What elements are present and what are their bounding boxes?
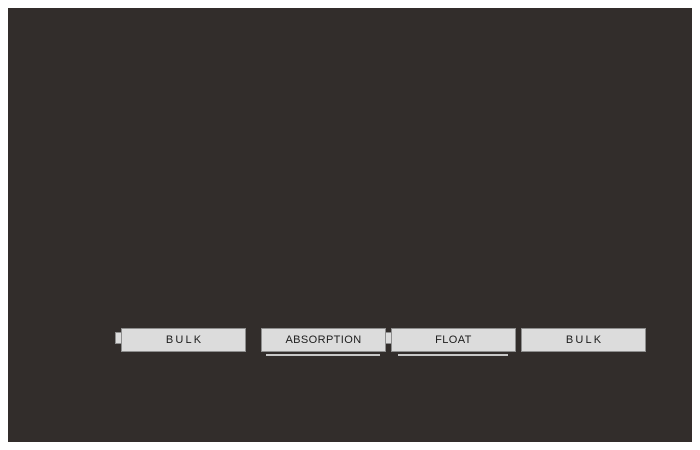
dark-canvas <box>8 8 692 442</box>
mode-button-bulk-2[interactable] <box>521 328 646 352</box>
mode-button-float[interactable] <box>391 328 516 352</box>
mode-button-label: BULK <box>565 333 604 346</box>
mode-button-bulk-1[interactable] <box>121 328 246 352</box>
mode-button-label: FLOAT <box>435 333 472 346</box>
mode-button-label: ABSORPTION <box>285 333 362 346</box>
mode-button-row <box>8 318 692 362</box>
chip-underline-float <box>398 354 508 356</box>
mode-button-absorption[interactable] <box>261 328 386 352</box>
mode-button-label: BULK <box>165 333 204 346</box>
chip-underline-absorption <box>266 354 380 356</box>
